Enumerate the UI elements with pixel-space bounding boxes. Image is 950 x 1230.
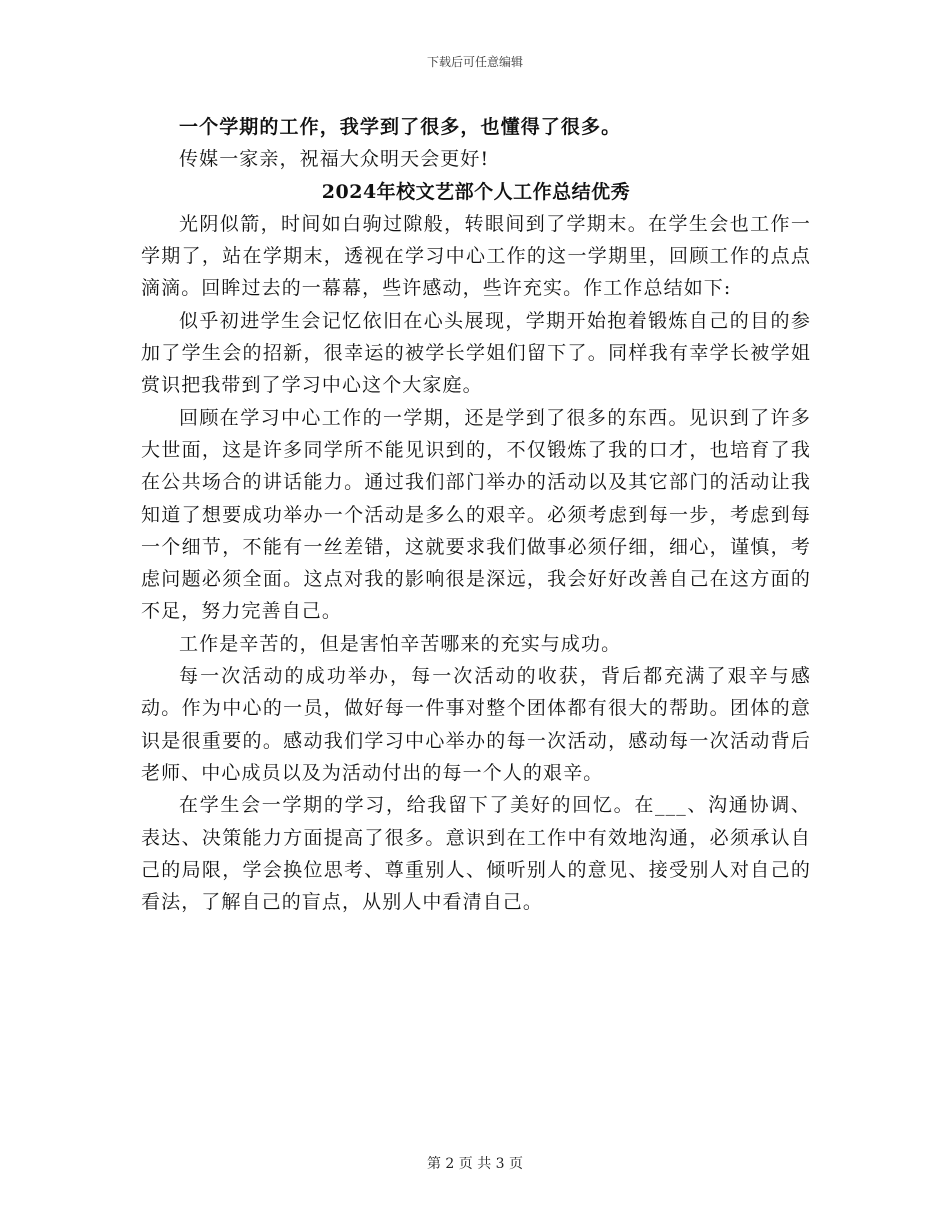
section-paragraph: 每一次活动的成功举办，每一次活动的收获，背后都充满了艰辛与感动。作为中心的一员，做好每一件事对整个团体都有很大的帮助。团体的意识是很重要的。感动我们学习中心举办的每一次活动，感动每一次活动背后老师、中心成员以及为活动付出的每一个人的艰辛。 [141, 665, 811, 784]
document-title: 2024年校文艺部个人工作总结优秀 [321, 180, 631, 203]
section-paragraph: 在学生会一学期的学习，给我留下了美好的回忆。在___、沟通协调、表达、决策能力方面提高了很多。意识到在工作中有效地沟通，必须承认自己的局限，学会换位思考、尊重别人、倾听别人的意见、接受别人对自己的看法，了解自己的盲点，从别人中看清自己。 [141, 794, 811, 914]
page-number: 第 2 页 共 3 页 [426, 1156, 524, 1172]
document-body [141, 111, 811, 918]
section-paragraph: 似乎初进学生会记忆依旧在心头展现，学期开始抱着锻炼自己的目的参加了学生会的招新，很幸运的被学长学姐们留下了。同样我有幸学长被学姐赏识把我带到了学习中心这个大家庭。 [141, 309, 811, 397]
page-header-note: 下载后可任意编辑 [426, 55, 523, 69]
section-paragraph: 工作是辛苦的，但是害怕辛苦哪来的充实与成功。 [179, 632, 622, 655]
body-paragraph-blessing: 传媒一家亲，祝福大众明天会更好! [179, 148, 490, 171]
section-paragraph: 回顾在学习中心工作的一学期，还是学到了很多的东西。见识到了许多大世面，这是许多同学所不能见识到的，不仅锻炼了我的口才，也培育了我在公共场合的讲话能力。通过我们部门举办的活动以及其它部门的活动让我知道了想要成功举办一个活动是多么的艰辛。必须考虑到每一步，考虑到每一个细节，不能有一丝差错，这就要求我们做事必须仔细，细心，谨慎，考虑问题必须全面。这点对我的影响很是深远，我会好好改善自己在这方面的不足，努力完善自己。 [141, 406, 811, 623]
section-paragraph: 光阴似箭，时间如白驹过隙般，转眼间到了学期末。在学生会也工作一学期了，站在学期末，透视在学习中心工作的这一学期里，回顾工作的点点滴滴。回眸过去的一幕幕，些许感动，些许充实。作工作总结如下: [141, 212, 811, 300]
body-paragraph-closing: 一个学期的工作，我学到了很多，也懂得了很多。 [179, 116, 622, 138]
